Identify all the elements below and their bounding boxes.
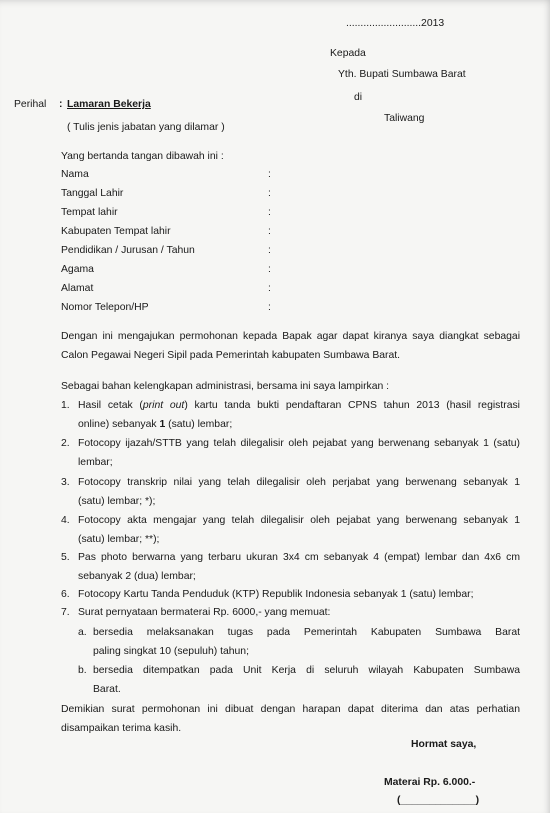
field-label-kabupaten: Kabupaten Tempat lahir — [61, 226, 171, 237]
subject-colon: : — [59, 99, 63, 110]
materai-stamp-label: Materai Rp. 6.000.- — [384, 777, 476, 788]
field-colon: : — [268, 226, 271, 237]
field-colon: : — [268, 245, 271, 256]
request-line-2: Calon Pegawai Negeri Sipil pada Pemerintah kabupaten Sumbawa Barat. — [61, 350, 401, 361]
field-label-nama: Nama — [61, 169, 89, 180]
closing-line-2: disampaikan terima kasih. — [61, 723, 182, 734]
letter-date: ..........................2013 — [346, 18, 445, 29]
item-number: 5. — [61, 552, 70, 563]
subitem-letter: a. — [78, 627, 87, 638]
item-7-line-1: Surat pernyataan bermaterai Rp. 6000,- yang memuat: — [78, 607, 331, 618]
intro-text: Yang bertanda tangan dibawah ini : — [61, 151, 224, 162]
attachments-intro: Sebagai bahan kelengkapan administrasi, bersama ini saya lampirkan : — [61, 381, 390, 392]
item-5-line-1: Pas photo berwarna yang terbaru ukuran 3x4 cm sebanyak 4 (empat) lembar dan 4x6 cm — [78, 552, 520, 563]
item-4-line-2: (satu) lembar; **); — [78, 534, 160, 545]
item-number: 2. — [61, 438, 70, 449]
subject-title: Lamaran Bekerja — [67, 99, 151, 110]
subitem-a-line-2: paling singkat 10 (sepuluh) tahun; — [93, 646, 249, 657]
subitem-letter: b. — [78, 665, 87, 676]
subitem-b-line-1: bersedia ditempatkan pada Unit Kerja di seluruh wilayah Kabupaten Sumbawa — [93, 665, 520, 676]
item-2-line-1: Fotocopy ijazah/STTB yang telah dilegalisir oleh pejabat yang berwenang sebanyak 1 (satu) — [78, 438, 520, 449]
field-colon: : — [268, 283, 271, 294]
field-label-telepon: Nomor Telepon/HP — [61, 302, 149, 313]
signature-name-line: (_____________) — [397, 795, 480, 806]
field-label-tanggal-lahir: Tanggal Lahir — [61, 188, 124, 199]
field-label-tempat-lahir: Tempat lahir — [61, 207, 118, 218]
field-colon: : — [268, 207, 271, 218]
closing-line-1: Demikian surat permohonan ini dibuat dengan harapan dapat diterima dan atas perhatian — [61, 704, 520, 715]
field-colon: : — [268, 188, 271, 199]
item-3-line-1: Fotocopy transkrip nilai yang telah dilegalisir oleh perjabat yang berwenang sebanyak 1 — [78, 477, 520, 488]
item-number: 1. — [61, 400, 70, 411]
field-label-alamat: Alamat — [61, 283, 94, 294]
recipient: Yth. Bupati Sumbawa Barat — [338, 69, 466, 80]
field-colon: : — [268, 302, 271, 313]
field-label-pendidikan: Pendidikan / Jurusan / Tahun — [61, 245, 195, 256]
subject-label: Perihal — [14, 99, 47, 110]
item-5-line-2: sebanyak 2 (dua) lembar; — [78, 571, 196, 582]
item-4-line-1: Fotocopy akta mengajar yang telah dilegalisir oleh pejabat yang berwenang sebanyak 1 — [78, 515, 520, 526]
subitem-a-line-1: bersedia melaksanakan tugas pada Pemerintah Kabupaten Sumbawa Barat — [93, 627, 520, 638]
di-label: di — [354, 92, 363, 103]
item-1-line-1: Hasil cetak (print out) kartu tanda bukti pendaftaran CPNS tahun 2013 (hasil registrasi — [78, 400, 520, 411]
item-1-line-2: online) sebanyak 1 (satu) lembar; — [78, 419, 233, 430]
item-number: 7. — [61, 607, 70, 618]
subject-note: ( Tulis jenis jabatan yang dilamar ) — [67, 122, 225, 133]
item-3-line-2: (satu) lembar; *); — [78, 496, 156, 507]
print-out-emphasis: print out — [142, 400, 185, 411]
item-2-line-2: lembar; — [78, 457, 113, 468]
signature-greeting: Hormat saya, — [411, 739, 477, 750]
recipient-place: Taliwang — [384, 113, 425, 124]
item-6-line-1: Fotocopy Kartu Tanda Penduduk (KTP) Republik Indonesia sebanyak 1 (satu) lembar; — [78, 589, 474, 600]
item-number: 4. — [61, 515, 70, 526]
request-line-1: Dengan ini mengajukan permohonan kepada Bapak agar dapat kiranya saya diangkat sebagai — [61, 331, 520, 342]
field-colon: : — [268, 264, 271, 275]
kepada-label: Kepada — [330, 48, 366, 59]
field-label-agama: Agama — [61, 264, 94, 275]
item-number: 3. — [61, 477, 70, 488]
field-colon: : — [268, 169, 271, 180]
subitem-b-line-2: Barat. — [93, 684, 121, 695]
item-number: 6. — [61, 589, 70, 600]
